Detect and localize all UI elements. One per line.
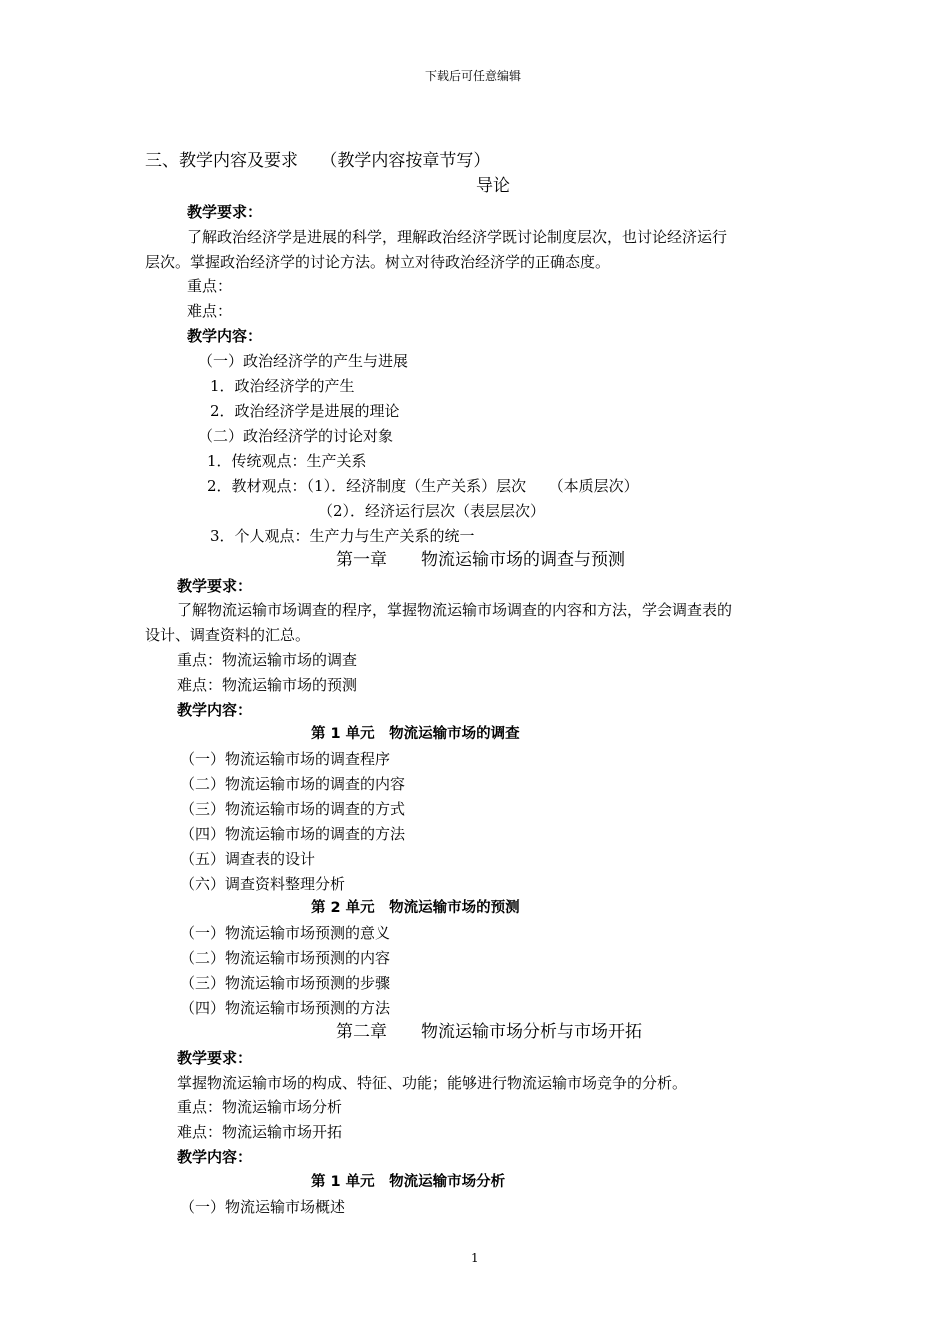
page-number: 1 — [471, 1251, 479, 1265]
chapter1-unit2-title: 第 2 单元 物流运输市场的预测 — [311, 900, 520, 916]
intro-req-label: 教学要求： — [187, 203, 263, 221]
intro-item: （一）政治经济学的产生与进展 — [198, 352, 409, 370]
chapter1-title: 第一章 物流运输市场的调查与预测 — [336, 550, 625, 570]
chapter1-content-label: 教学内容： — [177, 701, 253, 719]
intro-req-line2: 层次。掌握政治经济学的讨论方法。树立对待政治经济学的正确态度。 — [145, 253, 611, 271]
chapter2-req-label: 教学要求： — [177, 1049, 253, 1067]
section-title: 三、教学内容及要求 （教学内容按章节写） — [145, 151, 491, 171]
chapter1-unit1-item: （四）物流运输市场的调查的方法 — [180, 825, 406, 843]
chapter2-difficulty: 难点：物流运输市场开拓 — [177, 1123, 343, 1141]
intro-item: （二）政治经济学的讨论对象 — [198, 427, 394, 445]
intro-key: 重点： — [187, 277, 233, 295]
chapter1-req-label: 教学要求： — [177, 577, 253, 595]
chapter1-unit1-item: （五）调查表的设计 — [180, 850, 316, 868]
chapter1-unit1-title: 第 1 单元 物流运输市场的调查 — [311, 726, 520, 742]
intro-title: 导论 — [476, 176, 510, 196]
chapter1-key: 重点：物流运输市场的调查 — [177, 651, 358, 669]
chapter1-unit1-item: （三）物流运输市场的调查的方式 — [180, 800, 406, 818]
chapter1-req-line2: 设计、调查资料的汇总。 — [145, 626, 311, 644]
intro-item: 1．政治经济学的产生 — [210, 377, 355, 395]
chapter1-unit2-item: （一）物流运输市场预测的意义 — [180, 924, 391, 942]
chapter2-unit1-title: 第 1 单元 物流运输市场分析 — [311, 1174, 506, 1190]
intro-item: 2．政治经济学是进展的理论 — [210, 402, 400, 420]
intro-item: （2）．经济运行层次（表层层次） — [318, 502, 546, 520]
chapter2-req-line1: 掌握物流运输市场的构成、特征、功能；能够进行物流运输市场竞争的分析。 — [177, 1074, 688, 1092]
chapter1-unit2-item: （二）物流运输市场预测的内容 — [180, 949, 391, 967]
intro-req-line1: 了解政治经济学是进展的科学，理解政治经济学既讨论制度层次，也讨论经济运行 — [187, 228, 728, 246]
intro-item: 3．个人观点：生产力与生产关系的统一 — [210, 527, 475, 545]
chapter2-title: 第二章 物流运输市场分析与市场开拓 — [336, 1022, 642, 1042]
intro-difficulty: 难点： — [187, 302, 233, 320]
chapter1-unit1-item: （六）调查资料整理分析 — [180, 875, 346, 893]
intro-item: 2．教材观点：（1）．经济制度（生产关系）层次 （本质层次） — [207, 477, 639, 495]
intro-content-label: 教学内容： — [187, 327, 263, 345]
intro-item: 1．传统观点：生产关系 — [207, 452, 367, 470]
chapter2-content-label: 教学内容： — [177, 1148, 253, 1166]
chapter1-unit2-item: （三）物流运输市场预测的步骤 — [180, 974, 391, 992]
chapter1-difficulty: 难点：物流运输市场的预测 — [177, 676, 358, 694]
chapter1-unit1-item: （一）物流运输市场的调查程序 — [180, 750, 391, 768]
chapter1-unit2-item: （四）物流运输市场预测的方法 — [180, 999, 391, 1017]
chapter2-key: 重点：物流运输市场分析 — [177, 1098, 343, 1116]
page-header: 下载后可任意编辑 — [425, 69, 522, 83]
chapter2-unit1-item: （一）物流运输市场概述 — [180, 1198, 346, 1216]
chapter1-req-line1: 了解物流运输市场调查的程序，掌握物流运输市场调查的内容和方法，学会调查表的 — [177, 601, 733, 619]
chapter1-unit1-item: （二）物流运输市场的调查的内容 — [180, 775, 406, 793]
